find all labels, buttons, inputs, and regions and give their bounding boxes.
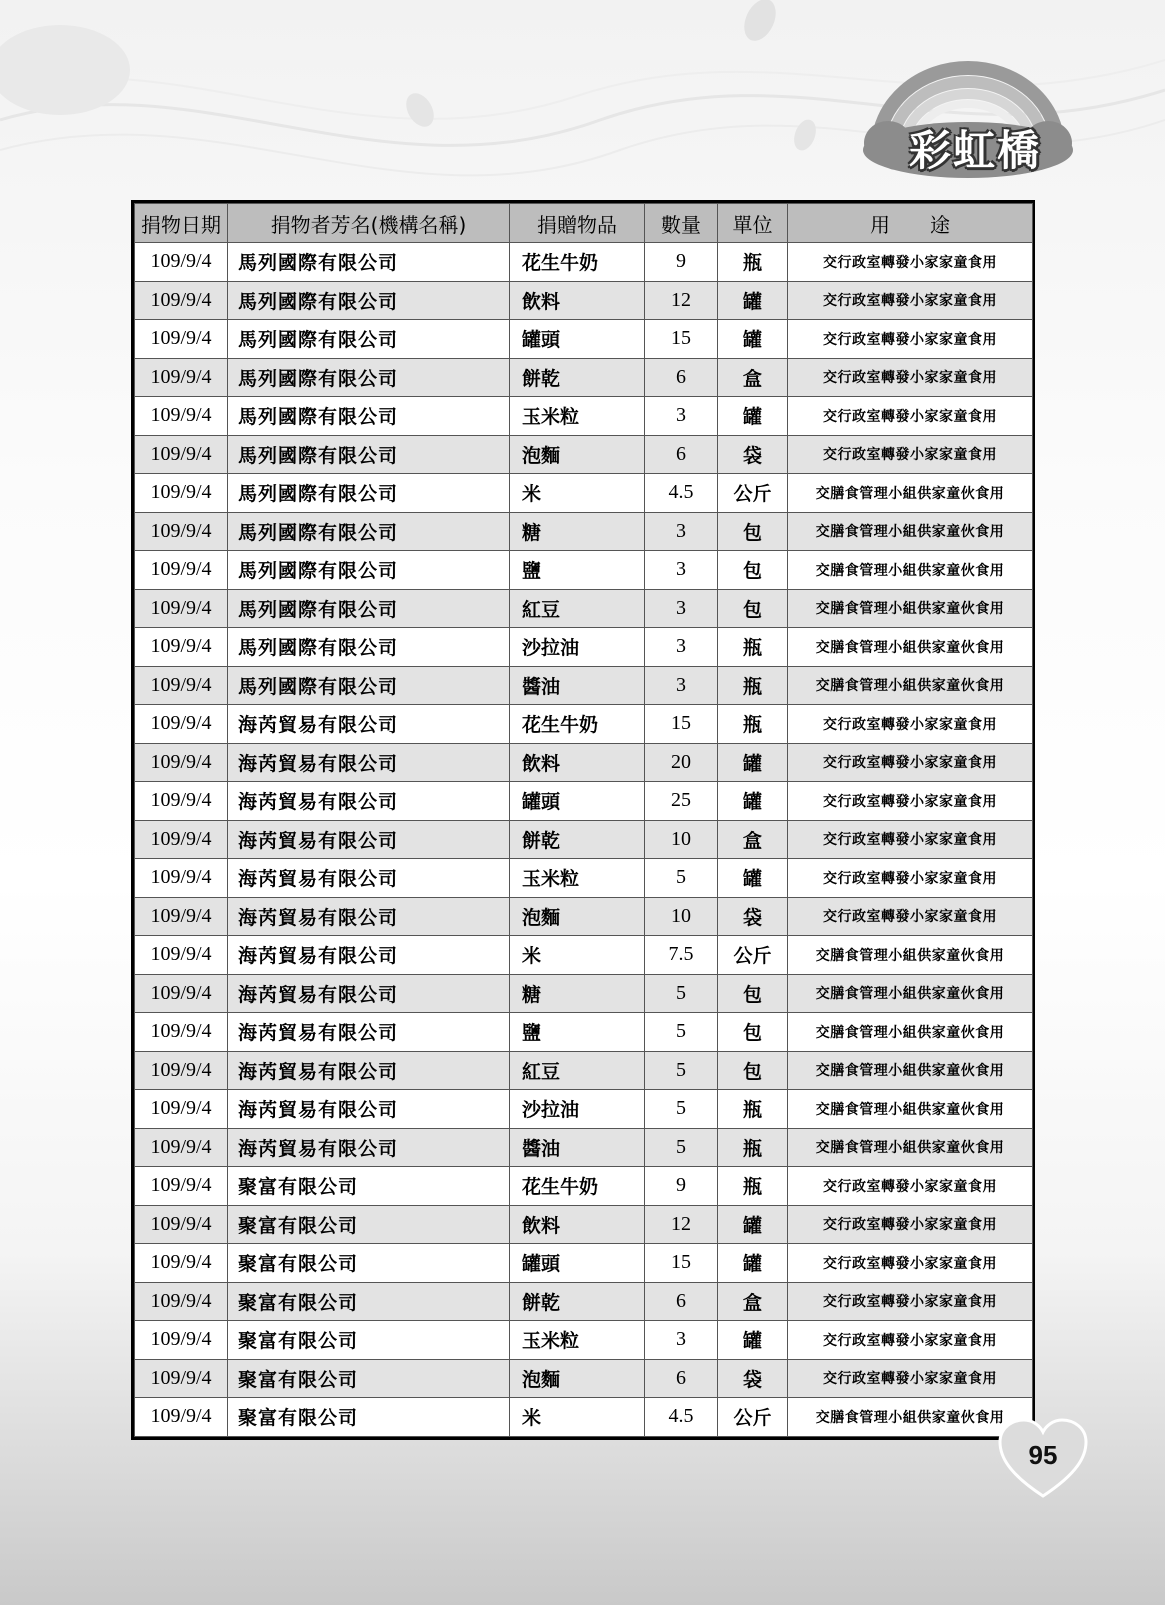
table-row <box>135 782 1033 821</box>
table-row <box>135 1398 1033 1437</box>
table-row <box>135 705 1033 744</box>
cell-quantity: 25 <box>645 782 718 821</box>
cell-purpose: 交行政室轉發小家家童食用 <box>788 243 1033 282</box>
cell-date: 109/9/4 <box>135 1359 228 1398</box>
cell-date: 109/9/4 <box>135 243 228 282</box>
table-row <box>135 897 1033 936</box>
cell-quantity: 3 <box>645 589 718 628</box>
cell-date: 109/9/4 <box>135 666 228 705</box>
cell-donor: 聚富有限公司 <box>228 1167 510 1206</box>
cell-purpose: 交行政室轉發小家家童食用 <box>788 397 1033 436</box>
cell-date: 109/9/4 <box>135 589 228 628</box>
cell-item: 花生牛奶 <box>510 1167 645 1206</box>
cell-quantity: 12 <box>645 281 718 320</box>
cell-unit: 罐 <box>718 743 788 782</box>
cell-item: 飲料 <box>510 743 645 782</box>
cell-item: 泡麵 <box>510 1359 645 1398</box>
cell-donor: 海芮貿易有限公司 <box>228 1051 510 1090</box>
cell-item: 醬油 <box>510 1128 645 1167</box>
cell-purpose: 交行政室轉發小家家童食用 <box>788 1167 1033 1206</box>
cell-date: 109/9/4 <box>135 628 228 667</box>
cell-date: 109/9/4 <box>135 358 228 397</box>
cell-donor: 海芮貿易有限公司 <box>228 897 510 936</box>
cell-date: 109/9/4 <box>135 936 228 975</box>
cell-item: 泡麵 <box>510 435 645 474</box>
cell-item: 花生牛奶 <box>510 705 645 744</box>
cell-item: 紅豆 <box>510 589 645 628</box>
table-row <box>135 474 1033 513</box>
cell-donor: 海芮貿易有限公司 <box>228 743 510 782</box>
cell-purpose: 交膳食管理小組供家童伙食用 <box>788 1128 1033 1167</box>
cell-item: 餅乾 <box>510 820 645 859</box>
cell-quantity: 3 <box>645 666 718 705</box>
cell-donor: 馬列國際有限公司 <box>228 628 510 667</box>
cell-unit: 瓶 <box>718 1090 788 1129</box>
cell-unit: 包 <box>718 974 788 1013</box>
cell-donor: 聚富有限公司 <box>228 1282 510 1321</box>
cell-unit: 瓶 <box>718 243 788 282</box>
cell-unit: 袋 <box>718 435 788 474</box>
cell-unit: 瓶 <box>718 1128 788 1167</box>
cell-unit: 罐 <box>718 1244 788 1283</box>
cell-unit: 袋 <box>718 1359 788 1398</box>
cell-donor: 聚富有限公司 <box>228 1244 510 1283</box>
table-row <box>135 1090 1033 1129</box>
table-row <box>135 358 1033 397</box>
cell-item: 米 <box>510 1398 645 1437</box>
cell-quantity: 10 <box>645 897 718 936</box>
table-row <box>135 974 1033 1013</box>
cell-purpose: 交膳食管理小組供家童伙食用 <box>788 589 1033 628</box>
cell-donor: 馬列國際有限公司 <box>228 358 510 397</box>
cell-item: 米 <box>510 936 645 975</box>
cell-date: 109/9/4 <box>135 1013 228 1052</box>
cell-unit: 包 <box>718 589 788 628</box>
cell-quantity: 15 <box>645 1244 718 1283</box>
cell-donor: 聚富有限公司 <box>228 1205 510 1244</box>
cell-quantity: 4.5 <box>645 1398 718 1437</box>
cell-quantity: 3 <box>645 1321 718 1360</box>
donation-table <box>131 200 1035 1440</box>
cell-unit: 盒 <box>718 820 788 859</box>
cell-item: 飲料 <box>510 1205 645 1244</box>
cell-unit: 罐 <box>718 281 788 320</box>
cell-quantity: 7.5 <box>645 936 718 975</box>
cell-unit: 罐 <box>718 397 788 436</box>
cell-purpose: 交膳食管理小組供家童伙食用 <box>788 551 1033 590</box>
cell-unit: 罐 <box>718 782 788 821</box>
cell-unit: 罐 <box>718 1205 788 1244</box>
cell-unit: 瓶 <box>718 628 788 667</box>
table-row <box>135 820 1033 859</box>
cell-unit: 包 <box>718 551 788 590</box>
cell-purpose: 交行政室轉發小家家童食用 <box>788 705 1033 744</box>
cell-donor: 馬列國際有限公司 <box>228 243 510 282</box>
column-header-quantity: 數量 <box>645 204 718 243</box>
cell-date: 109/9/4 <box>135 1244 228 1283</box>
cell-purpose: 交行政室轉發小家家童食用 <box>788 281 1033 320</box>
cell-purpose: 交膳食管理小組供家童伙食用 <box>788 1090 1033 1129</box>
cell-quantity: 9 <box>645 243 718 282</box>
cell-item: 沙拉油 <box>510 628 645 667</box>
table-row <box>135 743 1033 782</box>
cell-unit: 罐 <box>718 320 788 359</box>
cell-quantity: 4.5 <box>645 474 718 513</box>
cell-unit: 瓶 <box>718 705 788 744</box>
cell-donor: 海芮貿易有限公司 <box>228 705 510 744</box>
cell-quantity: 5 <box>645 1051 718 1090</box>
cell-quantity: 6 <box>645 1282 718 1321</box>
cell-quantity: 20 <box>645 743 718 782</box>
table-row <box>135 1321 1033 1360</box>
cell-quantity: 5 <box>645 1128 718 1167</box>
cell-unit: 公斤 <box>718 936 788 975</box>
cell-unit: 盒 <box>718 358 788 397</box>
cell-purpose: 交行政室轉發小家家童食用 <box>788 820 1033 859</box>
cell-unit: 罐 <box>718 1321 788 1360</box>
table-row <box>135 281 1033 320</box>
table-row <box>135 512 1033 551</box>
cell-quantity: 3 <box>645 551 718 590</box>
cell-item: 鹽 <box>510 1013 645 1052</box>
cell-date: 109/9/4 <box>135 1205 228 1244</box>
cell-date: 109/9/4 <box>135 1321 228 1360</box>
cell-donor: 馬列國際有限公司 <box>228 666 510 705</box>
table-row <box>135 936 1033 975</box>
cell-donor: 海芮貿易有限公司 <box>228 820 510 859</box>
cell-donor: 海芮貿易有限公司 <box>228 974 510 1013</box>
cell-donor: 海芮貿易有限公司 <box>228 1013 510 1052</box>
cell-donor: 馬列國際有限公司 <box>228 435 510 474</box>
cell-purpose: 交行政室轉發小家家童食用 <box>788 859 1033 898</box>
cell-purpose: 交膳食管理小組供家童伙食用 <box>788 974 1033 1013</box>
table-row <box>135 1282 1033 1321</box>
cell-purpose: 交膳食管理小組供家童伙食用 <box>788 628 1033 667</box>
cell-donor: 馬列國際有限公司 <box>228 512 510 551</box>
cell-purpose: 交行政室轉發小家家童食用 <box>788 743 1033 782</box>
cell-date: 109/9/4 <box>135 1282 228 1321</box>
cell-item: 泡麵 <box>510 897 645 936</box>
cell-item: 玉米粒 <box>510 1321 645 1360</box>
cell-donor: 馬列國際有限公司 <box>228 551 510 590</box>
cell-item: 玉米粒 <box>510 397 645 436</box>
cell-item: 餅乾 <box>510 1282 645 1321</box>
cell-item: 鹽 <box>510 551 645 590</box>
cell-quantity: 6 <box>645 358 718 397</box>
table-row <box>135 859 1033 898</box>
table-row <box>135 320 1033 359</box>
cell-purpose: 交行政室轉發小家家童食用 <box>788 1282 1033 1321</box>
cell-item: 罐頭 <box>510 320 645 359</box>
table-row <box>135 666 1033 705</box>
cell-quantity: 5 <box>645 1090 718 1129</box>
table-row <box>135 1013 1033 1052</box>
cell-date: 109/9/4 <box>135 474 228 513</box>
cell-donor: 聚富有限公司 <box>228 1398 510 1437</box>
cell-purpose: 交行政室轉發小家家童食用 <box>788 1244 1033 1283</box>
cell-quantity: 5 <box>645 1013 718 1052</box>
table-row <box>135 1359 1033 1398</box>
cell-purpose: 交行政室轉發小家家童食用 <box>788 782 1033 821</box>
cell-purpose: 交膳食管理小組供家童伙食用 <box>788 1398 1033 1437</box>
cell-date: 109/9/4 <box>135 859 228 898</box>
table-row <box>135 1128 1033 1167</box>
cell-purpose: 交膳食管理小組供家童伙食用 <box>788 666 1033 705</box>
cell-purpose: 交膳食管理小組供家童伙食用 <box>788 936 1033 975</box>
cell-item: 醬油 <box>510 666 645 705</box>
cell-purpose: 交膳食管理小組供家童伙食用 <box>788 1013 1033 1052</box>
cell-purpose: 交行政室轉發小家家童食用 <box>788 435 1033 474</box>
cell-unit: 瓶 <box>718 666 788 705</box>
cell-item: 玉米粒 <box>510 859 645 898</box>
cell-date: 109/9/4 <box>135 705 228 744</box>
cell-donor: 海芮貿易有限公司 <box>228 936 510 975</box>
cell-purpose: 交膳食管理小組供家童伙食用 <box>788 512 1033 551</box>
page-number: 95 <box>1028 1440 1058 1470</box>
cell-date: 109/9/4 <box>135 1167 228 1206</box>
cell-quantity: 10 <box>645 820 718 859</box>
cell-item: 餅乾 <box>510 358 645 397</box>
table-row <box>135 1205 1033 1244</box>
cell-item: 米 <box>510 474 645 513</box>
cell-date: 109/9/4 <box>135 1398 228 1437</box>
cell-donor: 海芮貿易有限公司 <box>228 859 510 898</box>
table-row <box>135 1051 1033 1090</box>
cell-date: 109/9/4 <box>135 897 228 936</box>
cell-unit: 瓶 <box>718 1167 788 1206</box>
cell-date: 109/9/4 <box>135 820 228 859</box>
cell-unit: 罐 <box>718 859 788 898</box>
column-header-unit: 單位 <box>718 204 788 243</box>
cell-date: 109/9/4 <box>135 782 228 821</box>
cell-purpose: 交行政室轉發小家家童食用 <box>788 358 1033 397</box>
cell-date: 109/9/4 <box>135 397 228 436</box>
cell-quantity: 3 <box>645 397 718 436</box>
cell-quantity: 5 <box>645 974 718 1013</box>
table-row <box>135 435 1033 474</box>
column-header-item: 捐贈物品 <box>510 204 645 243</box>
cell-item: 罐頭 <box>510 782 645 821</box>
cell-quantity: 6 <box>645 435 718 474</box>
cell-date: 109/9/4 <box>135 974 228 1013</box>
cell-quantity: 6 <box>645 1359 718 1398</box>
cell-item: 罐頭 <box>510 1244 645 1283</box>
cell-date: 109/9/4 <box>135 435 228 474</box>
table-header-row <box>135 204 1033 243</box>
cell-donor: 馬列國際有限公司 <box>228 589 510 628</box>
column-header-donor: 捐物者芳名(機構名稱) <box>228 204 510 243</box>
cell-date: 109/9/4 <box>135 551 228 590</box>
cell-purpose: 交膳食管理小組供家童伙食用 <box>788 474 1033 513</box>
cell-quantity: 3 <box>645 628 718 667</box>
table-row <box>135 243 1033 282</box>
column-header-date: 捐物日期 <box>135 204 228 243</box>
table-row <box>135 628 1033 667</box>
cell-quantity: 12 <box>645 1205 718 1244</box>
cell-item: 飲料 <box>510 281 645 320</box>
cell-donor: 聚富有限公司 <box>228 1359 510 1398</box>
cell-date: 109/9/4 <box>135 320 228 359</box>
cell-item: 沙拉油 <box>510 1090 645 1129</box>
cell-donor: 馬列國際有限公司 <box>228 474 510 513</box>
cell-date: 109/9/4 <box>135 1090 228 1129</box>
cell-date: 109/9/4 <box>135 281 228 320</box>
cell-purpose: 交膳食管理小組供家童伙食用 <box>788 1051 1033 1090</box>
cell-item: 花生牛奶 <box>510 243 645 282</box>
cell-donor: 馬列國際有限公司 <box>228 320 510 359</box>
cell-unit: 包 <box>718 1051 788 1090</box>
cell-purpose: 交行政室轉發小家家童食用 <box>788 897 1033 936</box>
cell-quantity: 9 <box>645 1167 718 1206</box>
cell-unit: 公斤 <box>718 1398 788 1437</box>
cell-item: 紅豆 <box>510 1051 645 1090</box>
cell-purpose: 交行政室轉發小家家童食用 <box>788 1321 1033 1360</box>
cell-unit: 袋 <box>718 897 788 936</box>
table-row <box>135 397 1033 436</box>
cell-item: 糖 <box>510 512 645 551</box>
logo-text: 彩虹橋 <box>908 126 1041 175</box>
cell-quantity: 15 <box>645 320 718 359</box>
cell-date: 109/9/4 <box>135 512 228 551</box>
cell-donor: 海芮貿易有限公司 <box>228 1128 510 1167</box>
cell-quantity: 3 <box>645 512 718 551</box>
table-row <box>135 1244 1033 1283</box>
cell-date: 109/9/4 <box>135 1051 228 1090</box>
cell-unit: 包 <box>718 512 788 551</box>
cell-unit: 公斤 <box>718 474 788 513</box>
cell-donor: 馬列國際有限公司 <box>228 281 510 320</box>
cell-quantity: 15 <box>645 705 718 744</box>
cell-unit: 盒 <box>718 1282 788 1321</box>
cell-donor: 馬列國際有限公司 <box>228 397 510 436</box>
cell-donor: 海芮貿易有限公司 <box>228 1090 510 1129</box>
cell-date: 109/9/4 <box>135 743 228 782</box>
cell-purpose: 交行政室轉發小家家童食用 <box>788 320 1033 359</box>
cell-donor: 聚富有限公司 <box>228 1321 510 1360</box>
table-row <box>135 589 1033 628</box>
table-row <box>135 551 1033 590</box>
cell-date: 109/9/4 <box>135 1128 228 1167</box>
cell-quantity: 5 <box>645 859 718 898</box>
cell-purpose: 交行政室轉發小家家童食用 <box>788 1359 1033 1398</box>
cell-unit: 包 <box>718 1013 788 1052</box>
cell-donor: 海芮貿易有限公司 <box>228 782 510 821</box>
column-header-purpose: 用 途 <box>788 204 1033 243</box>
table-row <box>135 1167 1033 1206</box>
cell-item: 糖 <box>510 974 645 1013</box>
cell-purpose: 交行政室轉發小家家童食用 <box>788 1205 1033 1244</box>
